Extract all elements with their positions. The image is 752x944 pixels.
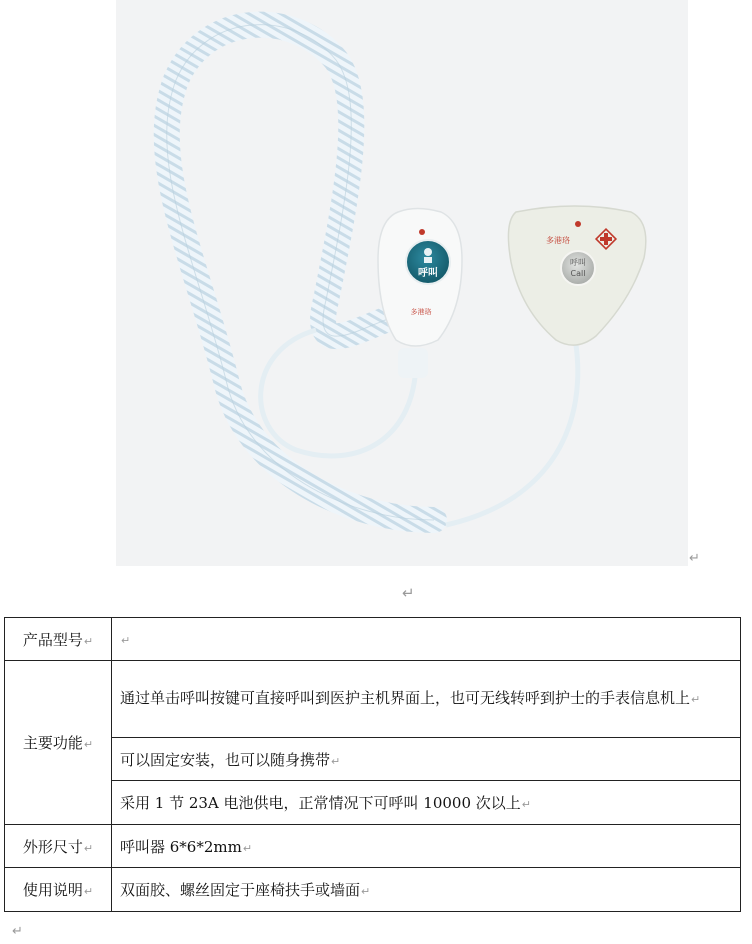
spec-table: [4, 617, 741, 912]
return-mark: ↵: [691, 693, 701, 706]
return-mark: ↵: [331, 754, 341, 768]
product-photo: [116, 0, 688, 566]
size-label: 外形尺寸: [22, 837, 83, 856]
function-2: 可以固定安装，也可以随身携带: [120, 750, 331, 769]
wall-call-station: [508, 206, 645, 345]
size-label-cell: [5, 825, 112, 868]
usage-label: 使用说明: [22, 881, 83, 899]
station-cord: [446, 345, 578, 525]
pendant-button-label: 呼叫: [418, 268, 438, 279]
return-mark: ↵: [83, 885, 94, 898]
paragraph-mark: ↵: [689, 551, 700, 566]
return-mark: ↵: [361, 885, 371, 898]
table-row: [5, 618, 741, 661]
pendant-caller: [378, 209, 462, 379]
station-brand: 多港珞: [546, 236, 570, 245]
function-1: 通过单击呼叫按键可直接呼叫到医护主机界面上，也可无线转呼到护士的手表信息机上: [120, 689, 691, 707]
return-mark: ↵: [83, 738, 94, 751]
usage-label-cell: [5, 868, 112, 912]
return-mark: ↵: [242, 841, 253, 855]
size-value-cell: [112, 825, 741, 868]
pendant-brand: 多港珞: [410, 308, 432, 316]
paragraph-mark: ↵: [12, 924, 23, 939]
function-3: 采用 1 节 23A 电池供电，正常情况下可呼叫 10000 次以上: [120, 794, 521, 812]
product-illustration: [116, 0, 688, 566]
functions-label-cell: [5, 661, 112, 825]
return-mark: ↵: [521, 798, 532, 811]
return-mark: ↵: [83, 634, 94, 648]
function-cell-3: [112, 781, 741, 825]
model-label: 产品型号: [22, 630, 83, 649]
return-mark: ↵: [121, 634, 131, 647]
table-row: [5, 738, 741, 781]
station-button-label-en: Call: [570, 269, 586, 278]
functions-label: 主要功能: [22, 734, 83, 752]
model-value-cell: [112, 618, 741, 661]
usage-value: 双面胶、螺丝固定于座椅扶手或墙面: [120, 881, 361, 899]
function-cell-2: [112, 738, 741, 781]
size-value: 呼叫器 6*6*2mm: [120, 837, 242, 856]
function-cell-1: [112, 661, 741, 738]
table-row: [5, 868, 741, 912]
return-mark: ↵: [83, 841, 94, 855]
table-row: [5, 781, 741, 825]
table-row: [5, 825, 741, 868]
paragraph-mark: ↵: [402, 584, 415, 602]
table-row: [5, 661, 741, 738]
usage-value-cell: [112, 868, 741, 912]
model-label-cell: [5, 618, 112, 661]
station-button-label-cn: 呼叫: [570, 258, 586, 267]
